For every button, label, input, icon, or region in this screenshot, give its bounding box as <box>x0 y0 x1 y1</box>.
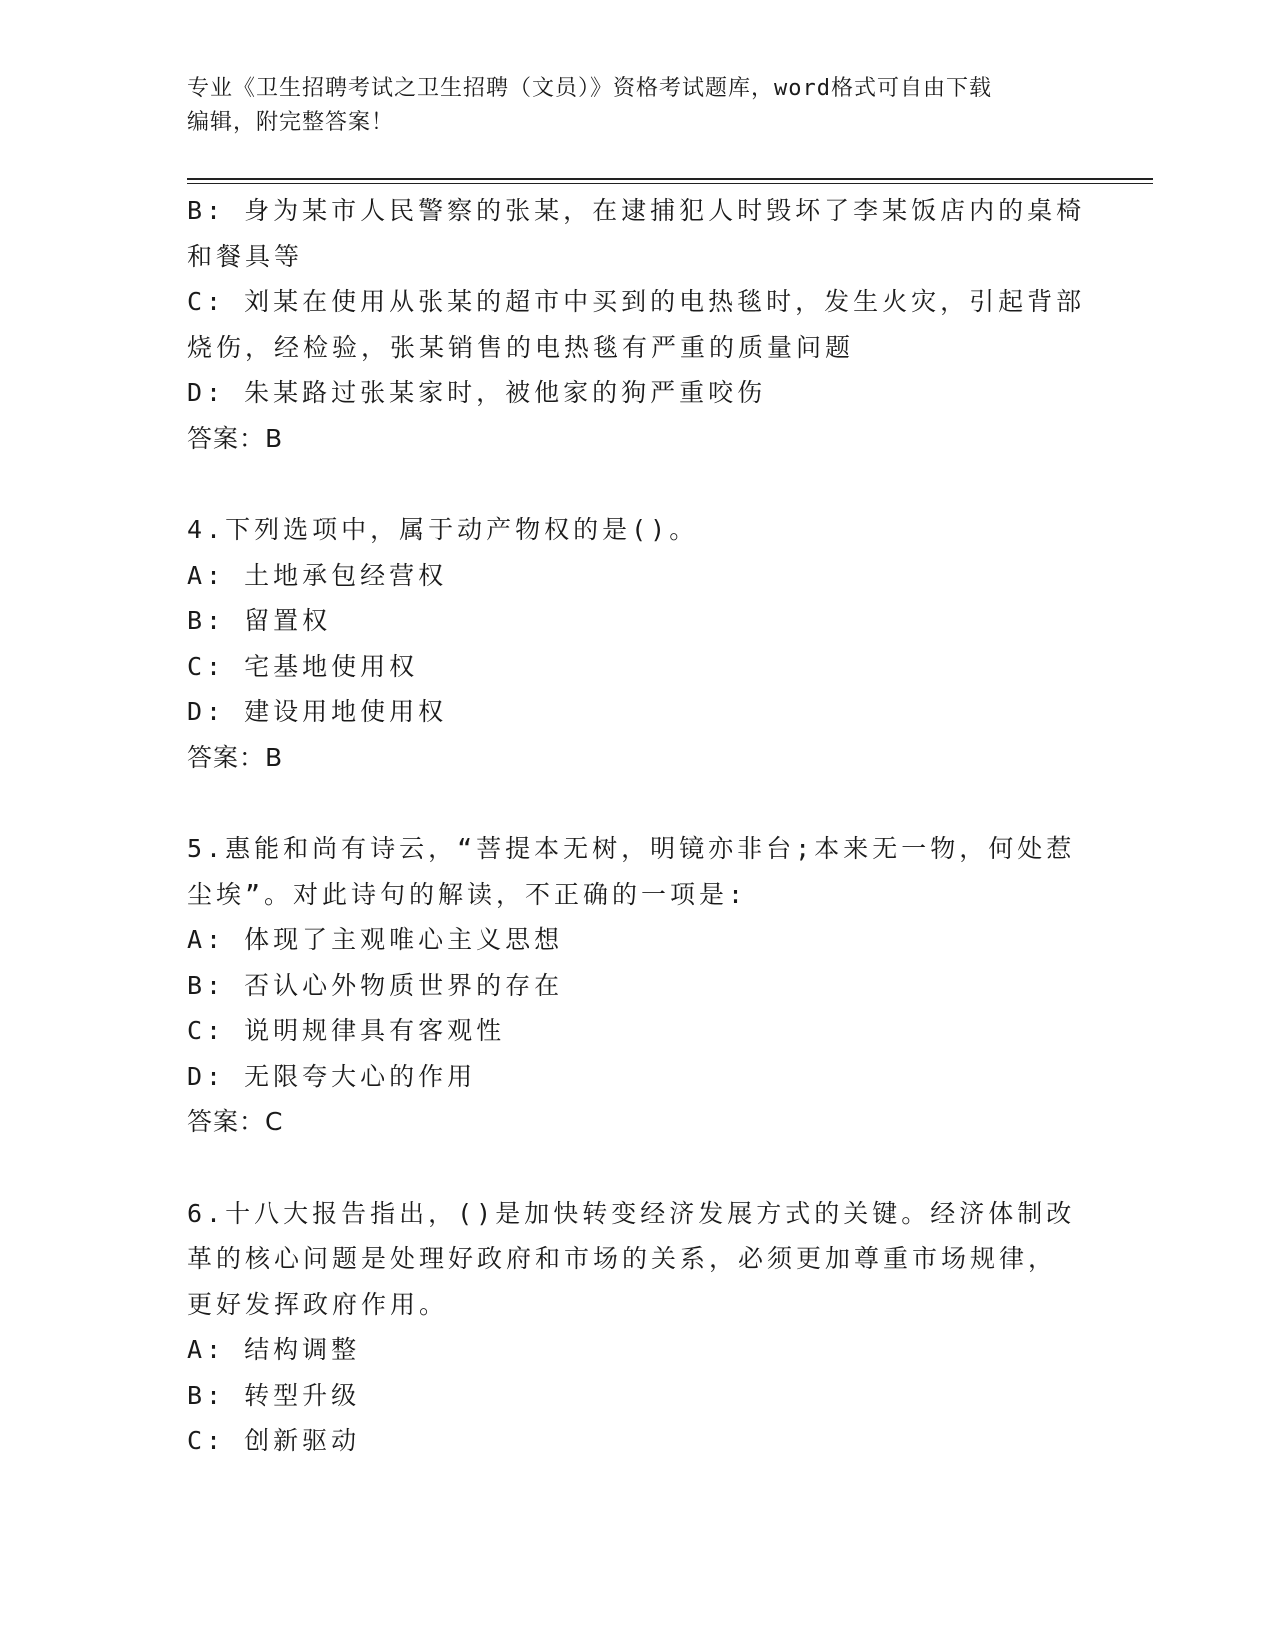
q3-option-b-line-2: 和餐具等 <box>187 241 304 271</box>
q3-option-b-line-1: B: 身为某市人民警察的张某，在逮捕犯人时毁坏了李某饭店内的桌椅 <box>187 196 1086 225</box>
q6-question-line-1: 6.十八大报告指出，()是加快转变经济发展方式的关键。经济体制改 <box>187 1198 1076 1228</box>
question-5-block <box>187 826 1087 1145</box>
header-divider <box>187 178 1153 184</box>
q6-option-c: C: 创新驱动 <box>187 1426 361 1455</box>
q4-question: 4.下列选项中，属于动产物权的是()。 <box>187 515 699 544</box>
q3-option-d: D: 朱某路过张某家时，被他家的狗严重咬伤 <box>187 378 767 407</box>
q5-option-d: D: 无限夸大心的作用 <box>187 1061 477 1091</box>
q4-option-b: B: 留置权 <box>187 606 332 635</box>
q4-answer: 答案：B <box>187 742 284 772</box>
question-content <box>187 188 1087 1464</box>
q3-option-c-line-2: 烧伤，经检验，张某销售的电热毯有严重的质量问题 <box>187 332 855 362</box>
document-header <box>187 72 1087 140</box>
q6-question-line-3: 更好发挥政府作用。 <box>187 1289 449 1319</box>
q4-option-c: C: 宅基地使用权 <box>187 651 419 681</box>
q5-question-line-1: 5.惠能和尚有诗云，“菩提本无树，明镜亦非台;本来无一物，何处惹 <box>187 834 1076 863</box>
spacer <box>187 1145 1087 1191</box>
question-3-block <box>187 188 1087 461</box>
q6-option-a: A: 结构调整 <box>187 1335 361 1364</box>
spacer <box>187 461 1087 507</box>
header-line-2: 编辑，附完整答案！ <box>187 110 395 135</box>
q5-option-c: C: 说明规律具有客观性 <box>187 1016 506 1045</box>
question-6-block <box>187 1191 1087 1464</box>
q6-option-b: B: 转型升级 <box>187 1380 361 1410</box>
q3-answer: 答案：B <box>187 423 284 453</box>
q3-option-c-line-1: C: 刘某在使用从张某的超市中买到的电热毯时，发生火灾，引起背部 <box>187 287 1086 316</box>
q5-option-a: A: 体现了主观唯心主义思想 <box>187 925 564 954</box>
q4-option-a: A: 土地承包经营权 <box>187 560 448 590</box>
question-4-block <box>187 507 1087 780</box>
q5-question-line-2: 尘埃”。对此诗句的解读，不正确的一项是: <box>187 879 748 909</box>
q4-option-d: D: 建设用地使用权 <box>187 697 448 726</box>
q6-question-line-2: 革的核心问题是处理好政府和市场的关系，必须更加尊重市场规律， <box>187 1244 1058 1273</box>
spacer <box>187 780 1087 826</box>
q5-option-b: B: 否认心外物质世界的存在 <box>187 970 564 1000</box>
header-line-1: 专业《卫生招聘考试之卫生招聘（文员）》资格考试题库，word格式可自由下载 <box>187 76 992 101</box>
q5-answer: 答案：C <box>187 1107 284 1136</box>
